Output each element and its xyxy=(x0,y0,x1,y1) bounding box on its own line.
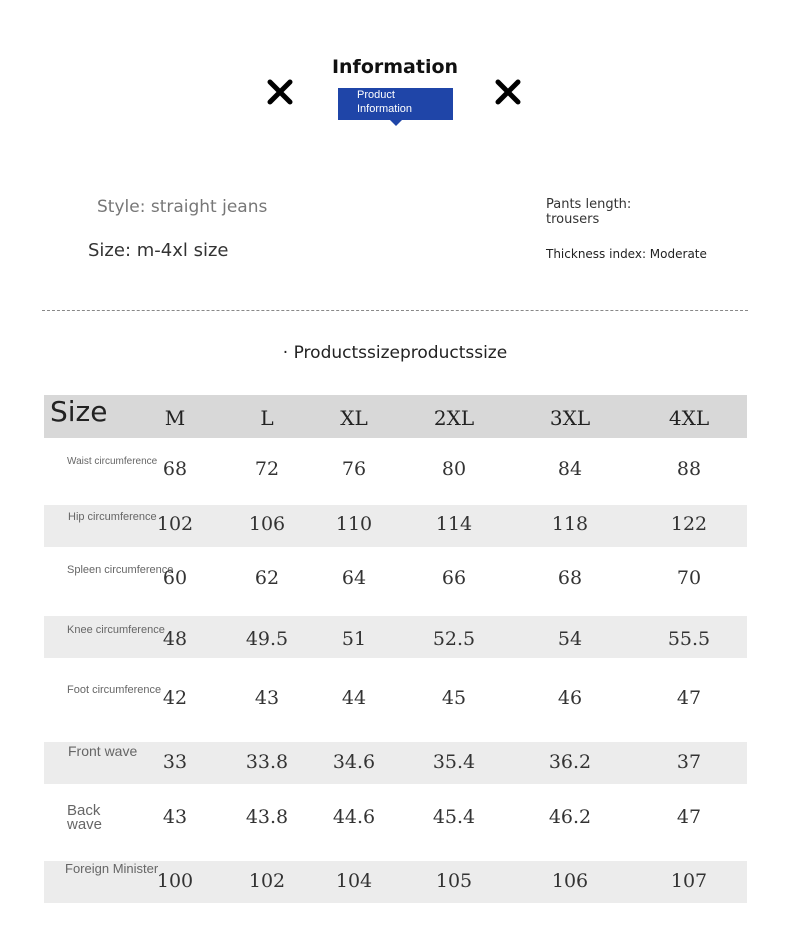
column-header: 2XL xyxy=(433,406,475,430)
dashed-divider xyxy=(42,310,748,311)
table-cell: 84 xyxy=(557,458,583,480)
size-table xyxy=(44,395,747,892)
table-cell: 44 xyxy=(341,687,367,709)
table-cell: 42 xyxy=(162,687,188,709)
table-cell: 62 xyxy=(254,567,280,589)
row-label: Front wave xyxy=(68,743,138,759)
table-cell: 68 xyxy=(162,458,188,480)
table-cell: 33.8 xyxy=(245,751,289,773)
cross-icon xyxy=(266,78,294,106)
table-row xyxy=(44,784,747,861)
table-row xyxy=(44,658,747,742)
table-cell: 114 xyxy=(435,513,473,535)
cross-icon-left xyxy=(266,78,294,106)
table-cell: 110 xyxy=(335,513,373,535)
table-cell: 51 xyxy=(341,628,367,650)
row-label: Waist circumference xyxy=(67,456,158,467)
table-header-row xyxy=(44,395,747,438)
table-row xyxy=(44,616,747,658)
table-cell: 72 xyxy=(254,458,280,480)
table-cell: 106 xyxy=(551,870,589,892)
column-header: L xyxy=(260,406,274,430)
column-header: XL xyxy=(340,406,368,430)
pants-length-spec: Pants length: trousers xyxy=(546,197,632,227)
row-label: Back wave xyxy=(67,802,103,833)
cross-icon xyxy=(494,78,522,106)
table-cell: 33 xyxy=(162,751,188,773)
table-cell: 37 xyxy=(676,751,702,773)
row-label: Knee circumference xyxy=(67,624,165,636)
row-label: Foot circumference xyxy=(67,684,162,696)
table-cell: 35.4 xyxy=(432,751,476,773)
table-cell: 76 xyxy=(341,458,367,480)
table-cell: 102 xyxy=(156,513,194,535)
table-cell: 45 xyxy=(441,687,467,709)
table-cell: 49.5 xyxy=(245,628,289,650)
table-cell: 46 xyxy=(557,687,583,709)
table-cell: 55.5 xyxy=(667,628,711,650)
column-header: 3XL xyxy=(549,406,591,430)
table-cell: 80 xyxy=(441,458,467,480)
table-cell: 107 xyxy=(670,870,708,892)
size-spec: Size: m-4xl size xyxy=(88,240,229,261)
badge-line-1: Product xyxy=(357,89,395,101)
table-row xyxy=(44,742,747,784)
table-cell: 48 xyxy=(162,628,188,650)
style-spec: Style: straight jeans xyxy=(97,197,268,217)
table-cell: 118 xyxy=(551,513,589,535)
table-cell: 122 xyxy=(670,513,708,535)
table-cell: 105 xyxy=(435,870,473,892)
table-cell: 52.5 xyxy=(432,628,476,650)
table-cell: 43 xyxy=(254,687,280,709)
thickness-spec: Thickness index: Moderate xyxy=(546,247,707,261)
table-cell: 47 xyxy=(676,806,702,828)
table-cell: 44.6 xyxy=(332,806,376,828)
table-cell: 45.4 xyxy=(432,806,476,828)
table-cell: 70 xyxy=(676,567,702,589)
column-header: 4XL xyxy=(668,406,710,430)
table-cell: 64 xyxy=(341,567,367,589)
table-cell: 47 xyxy=(676,687,702,709)
table-cell: 54 xyxy=(557,628,583,650)
size-header-label: Size xyxy=(50,395,108,428)
column-header: M xyxy=(164,406,186,430)
badge-line-2: Information xyxy=(357,103,413,115)
row-label: Hip circumference xyxy=(68,511,157,523)
table-cell: 66 xyxy=(441,567,467,589)
table-cell: 34.6 xyxy=(332,751,376,773)
page-title: Information xyxy=(331,56,459,78)
table-cell: 43 xyxy=(162,806,188,828)
table-row xyxy=(44,438,747,505)
table-cell: 43.8 xyxy=(245,806,289,828)
row-label: Foreign Minister xyxy=(65,861,159,876)
table-cell: 46.2 xyxy=(548,806,592,828)
table-cell: 36.2 xyxy=(548,751,592,773)
table-cell: 88 xyxy=(676,458,702,480)
row-label: Spleen circumference xyxy=(67,564,174,576)
table-cell: 102 xyxy=(248,870,286,892)
table-row xyxy=(44,547,747,616)
table-cell: 104 xyxy=(335,870,373,892)
product-information-badge xyxy=(338,88,453,120)
table-cell: 60 xyxy=(162,567,188,589)
cross-icon-right xyxy=(494,78,522,106)
table-cell: 106 xyxy=(248,513,286,535)
table-cell: 68 xyxy=(557,567,583,589)
table-cell: 100 xyxy=(156,870,194,892)
table-row xyxy=(44,861,747,903)
section-title: · Productssizeproductssize xyxy=(282,343,508,363)
table-row xyxy=(44,505,747,547)
